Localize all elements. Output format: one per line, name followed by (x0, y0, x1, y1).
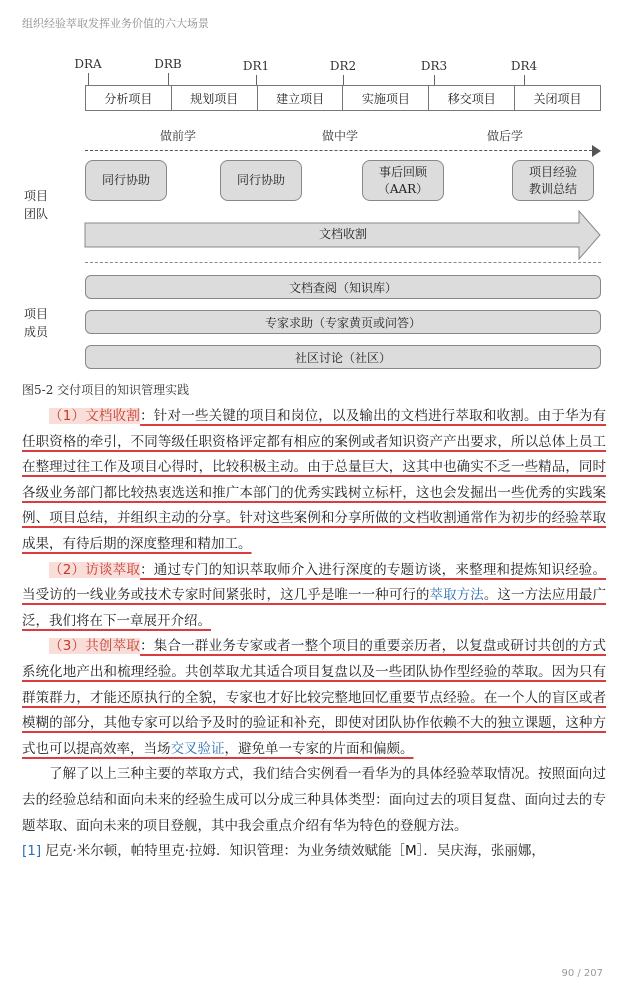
member-label (24, 305, 48, 341)
extraction-method-link[interactable]: 萃取方法 (429, 587, 484, 604)
milestone-dr3: DR3 (420, 59, 448, 73)
member-label-line: 项目 (24, 307, 49, 321)
member-label-line: 成员 (24, 325, 49, 339)
paragraph-co-creation (22, 634, 606, 762)
team-label (24, 187, 48, 223)
phase-analyze: 分析项目 (86, 86, 172, 110)
milestone-dr2: DR2 (329, 59, 357, 73)
paragraph-text: ：通过专门的知识萃取师介入进行深度的专题访谈，来整理和提炼知识经验。当受访的一线业务或技术专家时间紧张时，这几乎是唯一一种可行的 (22, 561, 606, 604)
footnote (22, 839, 606, 865)
phase-transfer: 移交项目 (429, 86, 515, 110)
milestone-tick (88, 73, 89, 85)
paragraph-text: ：针对一些关键的项目和岗位，以及输出的文档进行萃取和收割。由于华为有任职资格的牵引，不同等级任职资格评定都有相应的案例或者知识资产产出要求，所以总体上员工在整理过往工作及项目心得时，比较积极主动。由于总量巨大，这其中也确实不乏一些精品，同时各级业务部门都比较热衷选送和推广本部门的优秀实践树立标杆，这也会发掘出一些优秀的实践案例、项目总结，并组织主动的分享。针对这些案例和分享所做的文档收割通常作为初步的经验萃取成果，有待后期的深度整理和精加工。 (22, 408, 606, 552)
section-divider (85, 262, 601, 263)
figure-caption: 图5-2 交付项目的知识管理实践 (22, 383, 190, 397)
team-box-aar (362, 160, 444, 201)
team-label-line: 团队 (24, 207, 49, 221)
section-label: （3）共创萃取 (49, 638, 141, 655)
arrow-head-icon (592, 145, 601, 157)
paragraph-text: ，避免单一专家的片面和偏颇。 (224, 740, 414, 757)
team-box-text: 事后回顾 (378, 164, 427, 179)
milestone-tick (256, 75, 257, 85)
learn-after: 做后学 (486, 129, 524, 143)
milestone-tick (434, 75, 435, 85)
team-box-text: 教训总结 (528, 181, 577, 196)
learn-during: 做中学 (321, 129, 359, 143)
paragraph-text: ：集合一群业务专家或者一整个项目的重要亲历者，以复盘或研讨共创的方式系统化地产出和梳理经验。共创萃取尤其适合项目复盘以及一些团队协作型经验的萃取。因为只有群策群力，才能还原执行的全貌，专家也才好比较完整地回忆重要节点经验。在一个人的盲区或者模糊的部分，其他专家可以给予及时的验证和补充，即使对团队协作依赖不大的独立课题，这种方式也可以提高效率，当场 (22, 638, 606, 757)
body-text (22, 404, 606, 865)
milestone-dr4: DR4 (510, 59, 538, 73)
team-box-peer-assist-1 (85, 160, 167, 201)
page-number: 90 / 207 (561, 968, 603, 979)
team-box-text: 项目经验 (528, 164, 577, 179)
paragraph-text: 。这一方法应用最广泛，我们将在下一章展开介绍。 (22, 587, 607, 629)
milestone-dra: DRA (74, 57, 102, 71)
cross-validation-link[interactable]: 交叉验证 (170, 740, 225, 757)
team-label-line: 项目 (24, 189, 49, 203)
document-harvest-label: 文档收割 (318, 227, 367, 241)
milestone-tick (343, 75, 344, 85)
paragraph-interview-extraction (22, 558, 606, 635)
phase-implement: 实施项目 (343, 86, 429, 110)
phase-close: 关闭项目 (533, 91, 582, 106)
footnote-mark[interactable]: [1] (22, 843, 42, 860)
learn-before: 做前学 (159, 129, 197, 143)
team-box-lessons (512, 160, 594, 201)
paragraph-summary: 了解了以上三种主要的萃取方式，我们结合实例看一看华为的具体经验萃取情况。按照面向过去的经验总结和面向未来的经验生成可以分成三种具体类型：面向过去的项目复盘、面向过去的专题萃取、面向未来的项目登舰，其中我会重点介绍有华为特色的登舰方法。 (22, 766, 606, 834)
team-box-peer-assist-2 (220, 160, 302, 201)
bar-expert-help: 专家求助（专家黄页或问答） (85, 310, 601, 334)
bar-document-lookup: 文档查阅（知识库） (85, 275, 601, 299)
running-header: 组织经验萃取发挥业务价值的六大场景 (22, 17, 209, 30)
knowledge-management-figure (0, 0, 625, 380)
milestone-drb: DRB (154, 57, 182, 71)
team-box-text: （AAR） (377, 181, 429, 196)
section-label: （1）文档收割 (49, 408, 141, 424)
phase-plan: 规划项目 (172, 86, 258, 110)
milestone-tick (168, 73, 169, 85)
team-box-text: 同行协助 (101, 173, 150, 187)
phase-build: 建立项目 (258, 86, 344, 110)
section-label: （2）访谈萃取 (49, 561, 141, 578)
footnote-text: 尼克·米尔顿，帕特里克·拉姆．知识管理：为业务绩效赋能［M］．吴庆海，张丽娜， (45, 843, 545, 860)
milestone-tick (524, 75, 525, 85)
bar-community: 社区讨论（社区） (85, 345, 601, 369)
paragraph-document-harvest (22, 404, 606, 558)
milestone-dr1: DR1 (242, 59, 270, 73)
project-phases (85, 85, 601, 111)
timeline-dashed-arrow (85, 150, 597, 151)
team-box-text: 同行协助 (236, 173, 285, 187)
